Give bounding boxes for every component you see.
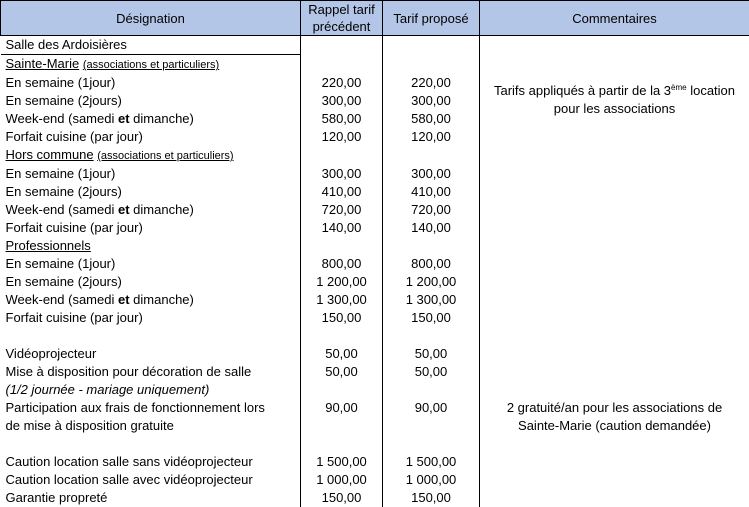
table-row [1,471,749,489]
table-row [1,165,749,183]
table-cell: 1 000,00 [301,471,383,489]
table-cell [480,165,749,183]
table-cell [480,363,749,381]
table-cell: Caution location salle sans vidéoprojecteur [1,453,301,471]
table-cell: Forfait cuisine (par jour) [1,309,301,327]
table-row [1,273,749,291]
group-title: Professionnels [1,237,301,255]
table-cell: (1/2 journée - mariage uniquement) [1,381,301,399]
table-row [1,489,749,507]
table-cell: 300,00 [301,92,383,110]
table-cell [480,146,749,165]
table-cell: 720,00 [301,201,383,219]
table-cell: 220,00 [383,74,480,92]
table-cell: 1 200,00 [383,273,480,291]
table-cell: 150,00 [301,489,383,507]
table-cell: 120,00 [301,128,383,146]
table-cell: 90,00 [301,399,383,435]
table-row [1,399,749,435]
table-cell: Week-end (samedi et dimanche) [1,110,301,128]
table-cell [480,36,749,55]
table-cell: 50,00 [383,363,480,381]
table-cell [383,237,480,255]
table-cell: 720,00 [383,201,480,219]
group-row-sainte-marie [1,55,749,75]
table-cell: 580,00 [383,110,480,128]
table-cell [480,291,749,309]
table-cell: 1 300,00 [383,291,480,309]
table-cell [301,146,383,165]
table-cell: En semaine (1jour) [1,74,301,92]
spacer-row [1,435,749,453]
header-rappel-line1: Rappel tarif [308,2,374,17]
table-cell [480,489,749,507]
group-title: Sainte-Marie (associations et particuliers) [1,55,301,75]
table-cell: 300,00 [383,92,480,110]
table-cell: 50,00 [301,345,383,363]
table-cell [480,381,749,399]
table-cell: 1 500,00 [301,453,383,471]
table-cell: En semaine (2jours) [1,92,301,110]
table-cell: Forfait cuisine (par jour) [1,128,301,146]
table-cell: 1 500,00 [383,453,480,471]
table-cell: En semaine (1jour) [1,165,301,183]
group-row-professionnels [1,237,749,255]
table-cell [480,273,749,291]
table-cell: 140,00 [301,219,383,237]
group-row-hors-commune [1,146,749,165]
header-designation: Désignation [1,1,301,36]
group-title: Hors commune (associations et particuliers) [1,146,301,165]
table-cell [480,453,749,471]
table-row [1,219,749,237]
table-cell: 1 200,00 [301,273,383,291]
table-cell [480,327,749,345]
table-row [1,381,749,399]
table-cell: 150,00 [383,309,480,327]
table-cell: En semaine (2jours) [1,273,301,291]
table-row [1,201,749,219]
table-cell [301,327,383,345]
table-cell: Week-end (samedi et dimanche) [1,291,301,309]
table-cell [383,55,480,75]
table-cell: 140,00 [383,219,480,237]
table-cell: En semaine (1jour) [1,255,301,273]
header-rappel-tarif [301,1,383,36]
table-cell [480,435,749,453]
table-cell: 800,00 [383,255,480,273]
header-tarif-propose: Tarif proposé [383,1,480,36]
table-cell: En semaine (2jours) [1,183,301,201]
table-cell [480,237,749,255]
header-row [1,1,749,36]
table-cell [301,55,383,75]
table-cell [383,36,480,55]
table-cell [480,201,749,219]
table-cell: 120,00 [383,128,480,146]
table-cell: 50,00 [383,345,480,363]
table-cell [383,435,480,453]
table-cell: 150,00 [383,489,480,507]
table-cell [301,381,383,399]
table-cell [383,327,480,345]
table-cell: 800,00 [301,255,383,273]
table-row [1,309,749,327]
table-cell: 150,00 [301,309,383,327]
venue-row [1,36,749,55]
table-cell: 1 300,00 [301,291,383,309]
table-row [1,363,749,381]
table-row [1,345,749,363]
table-cell: Week-end (samedi et dimanche) [1,201,301,219]
table-cell [301,237,383,255]
table-cell: Mise à disposition pour décoration de salle [1,363,301,381]
table-cell [480,309,749,327]
table-row [1,291,749,309]
table-cell [480,255,749,273]
table-cell: Vidéoprojecteur [1,345,301,363]
table-cell: 220,00 [301,74,383,92]
table-cell [1,435,301,453]
header-rappel-line2: précédent [313,19,371,34]
table-row [1,255,749,273]
table-row [1,183,749,201]
table-cell: Forfait cuisine (par jour) [1,219,301,237]
table-cell: 1 000,00 [383,471,480,489]
table-cell: Participation aux frais de fonctionnement lors de mise à disposition gratuite [1,399,301,435]
table-cell [1,327,301,345]
table-cell [383,146,480,165]
table-cell [480,219,749,237]
table-cell: 300,00 [301,165,383,183]
header-commentaires: Commentaires [480,1,749,36]
table-cell [480,345,749,363]
table-row [1,453,749,471]
table-cell [383,381,480,399]
spacer-row [1,327,749,345]
table-cell: 580,00 [301,110,383,128]
comment-cuisine: Tarifs appliqués à partir de la 3ème location pour les associations [480,55,749,147]
table-cell [480,183,749,201]
table-cell: 410,00 [383,183,480,201]
table-cell [480,471,749,489]
table-cell: 300,00 [383,165,480,183]
venue-name: Salle des Ardoisières [1,36,301,55]
table-cell: 410,00 [301,183,383,201]
table-cell [301,36,383,55]
table-cell: Garantie propreté [1,489,301,507]
table-cell: 90,00 [383,399,480,435]
table-cell [301,435,383,453]
table-cell: Caution location salle avec vidéoprojecteur [1,471,301,489]
comment-gratuite: 2 gratuité/an pour les associations de Sainte-Marie (caution demandée) [480,399,749,435]
table-cell: 50,00 [301,363,383,381]
